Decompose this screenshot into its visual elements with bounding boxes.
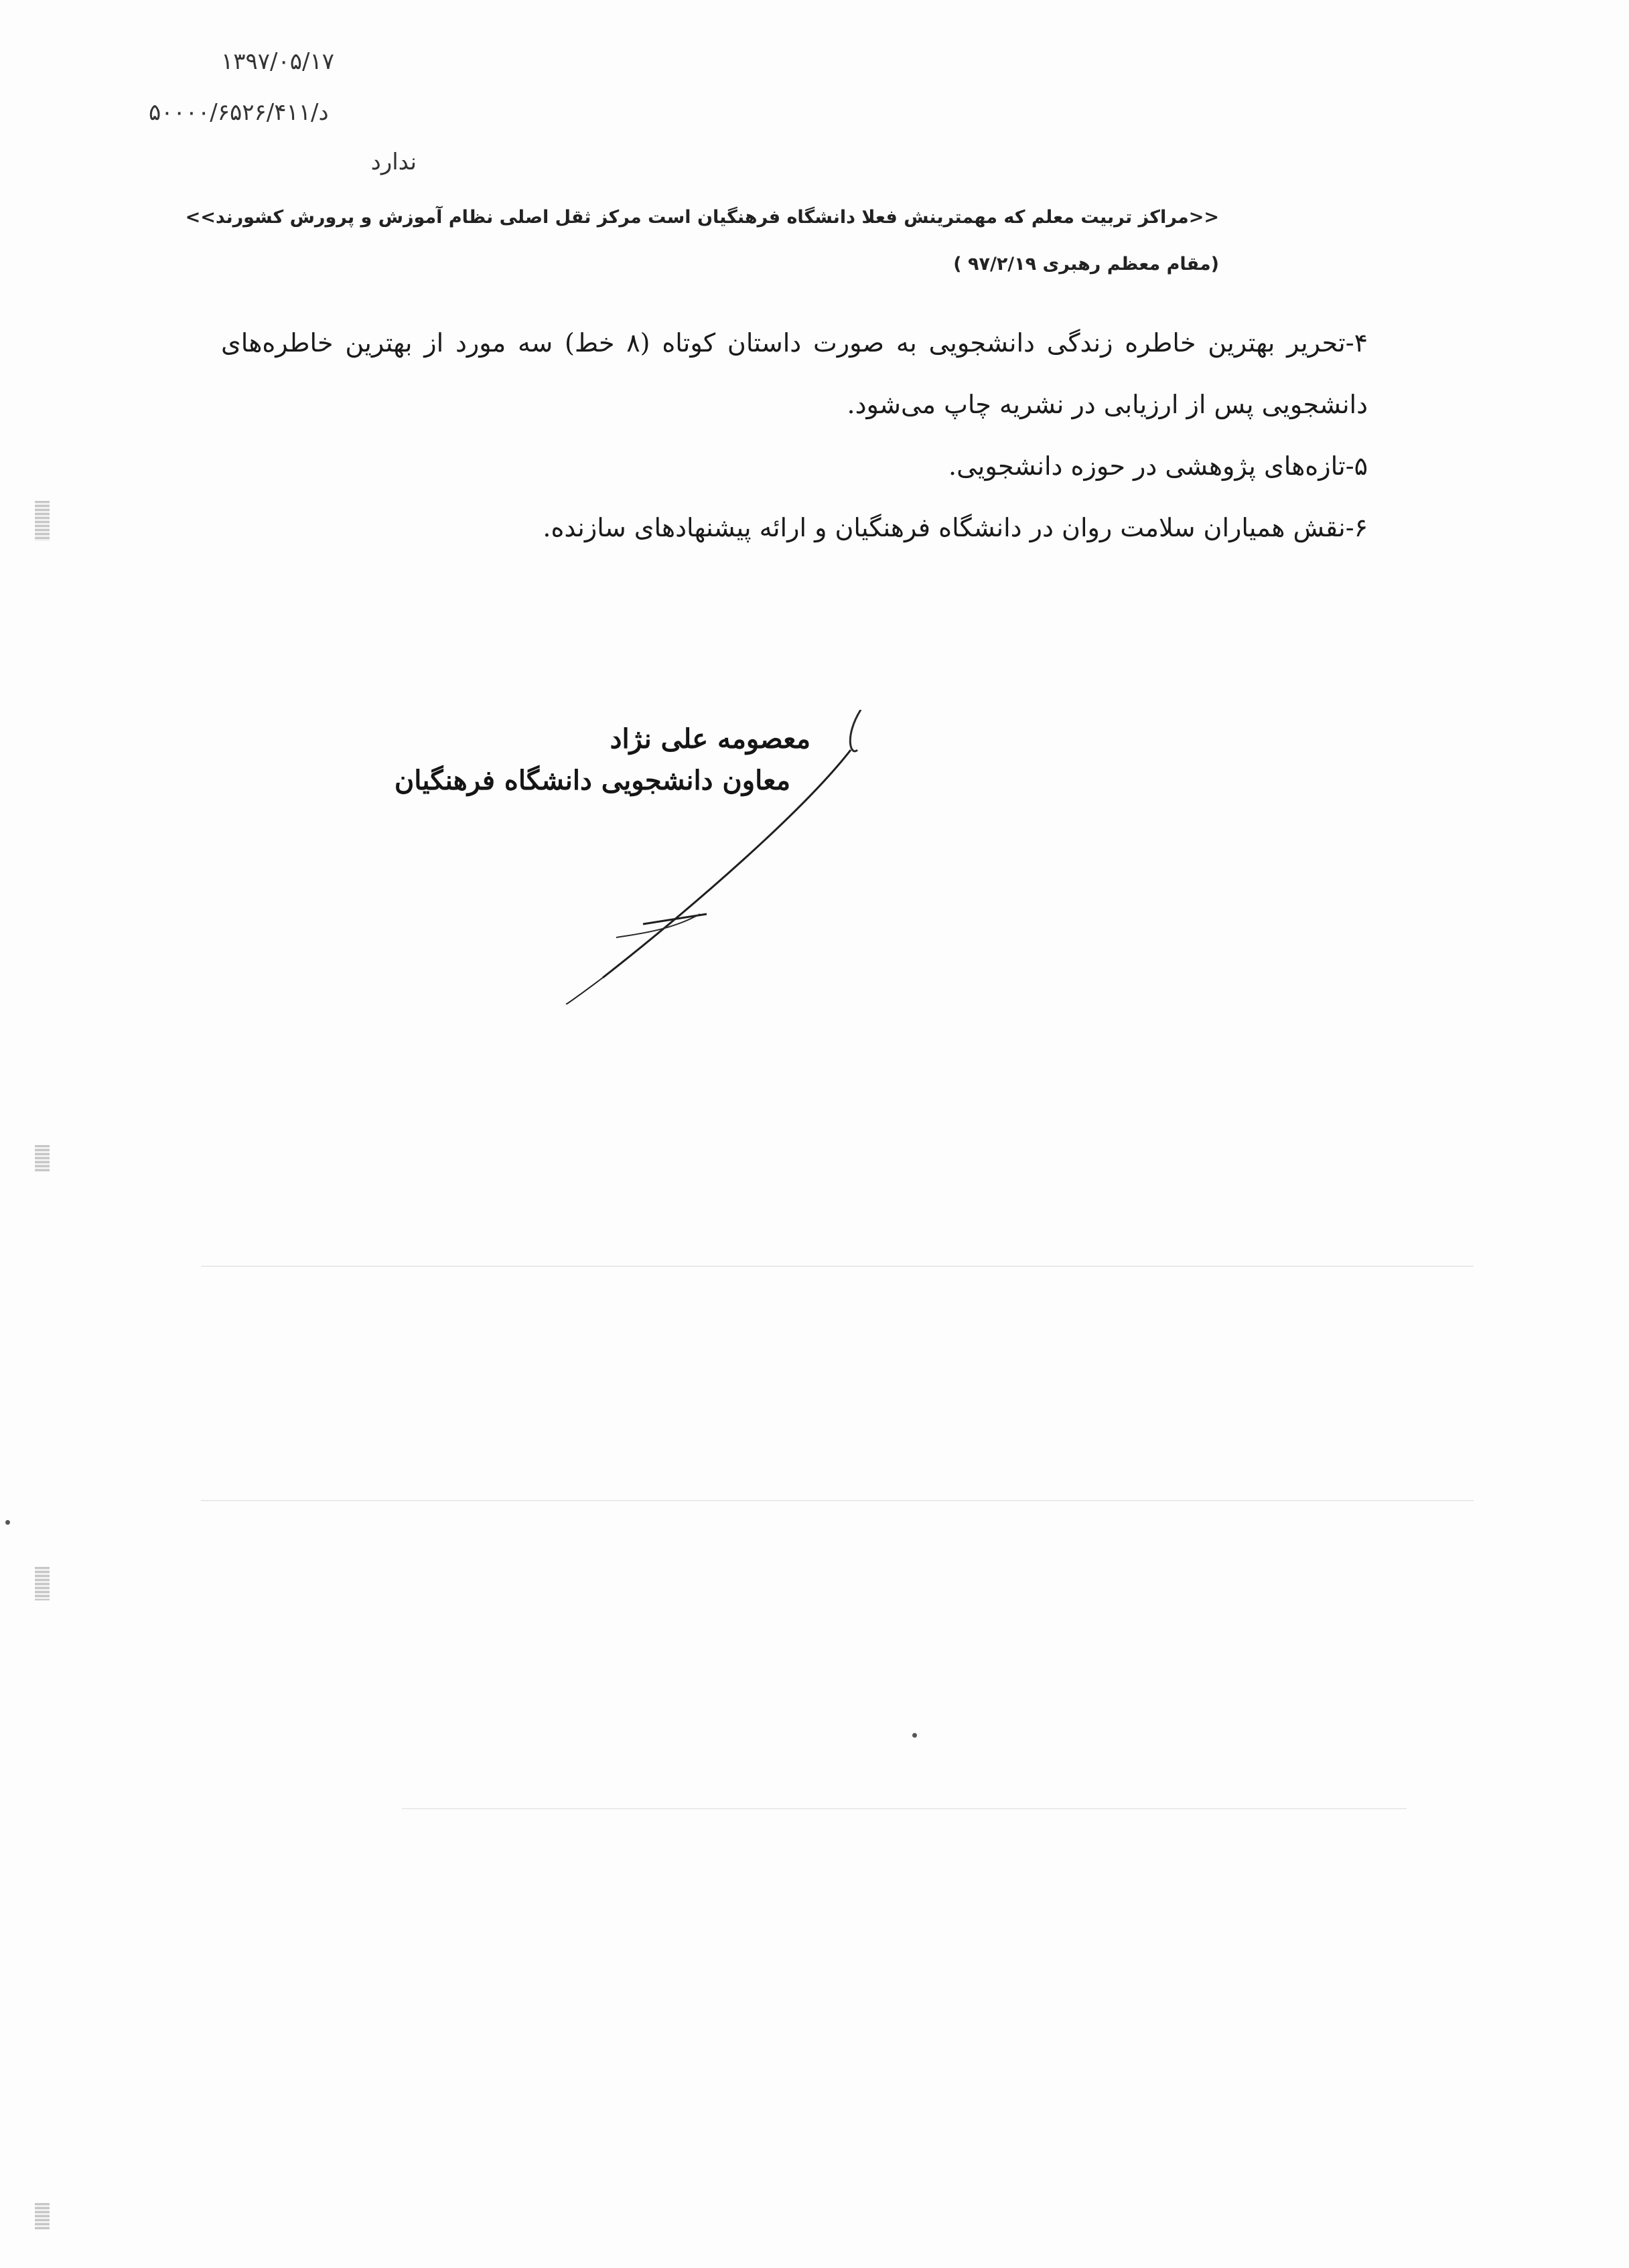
quote-source: (مقام معظم رهبری ۹۷/۲/۱۹ ) [953,254,1219,275]
list-item: ۵-تازه‌های پژوهشی در حوزه دانشجویی. [948,451,1368,481]
scan-artifact [35,1567,50,1600]
letter-date: ۱۳۹۷/۰۵/۱۷ [221,48,335,75]
letter-number: ۵۰۰۰۰/۶۵۲۶/۴۱۱/د [149,99,329,126]
faint-scan-line [402,1808,1407,1809]
quote-text: <<مراکز تربیت معلم که مهمترینش فعلا دانشگاه فرهنگیان است مرکز ثقل اصلی نظام آموزش و پرورش کشورند>> [185,207,1219,228]
letter-body [221,312,1368,558]
list-item: ۶-نقش همیاران سلامت روان در دانشگاه فرهنگیان و ارائه پیشنهادهای سازنده. [543,513,1368,542]
signer-name: معصومه علی نژاد [610,723,810,755]
faint-scan-line [201,1500,1474,1501]
quote-block [186,194,1219,288]
list-item: ۴-تحریر بهترین خاطره زندگی دانشجویی به صورت داستان کوتاه (۸ خط) سه مورد از بهترین خاطره‌های دانشجویی پس از ارزیابی در نشریه چاپ می‌شود. [221,328,1368,419]
scan-artifact [35,1145,50,1172]
signature-block [394,710,911,1004]
scan-artifact [35,501,50,541]
signer-title: معاون دانشجویی دانشگاه فرهنگیان [394,765,790,796]
scan-dot [5,1520,10,1525]
letter-attachment: ندارد [370,149,417,175]
faint-scan-line [201,1266,1474,1267]
scan-dot [912,1733,917,1738]
scan-artifact [35,2203,50,2230]
